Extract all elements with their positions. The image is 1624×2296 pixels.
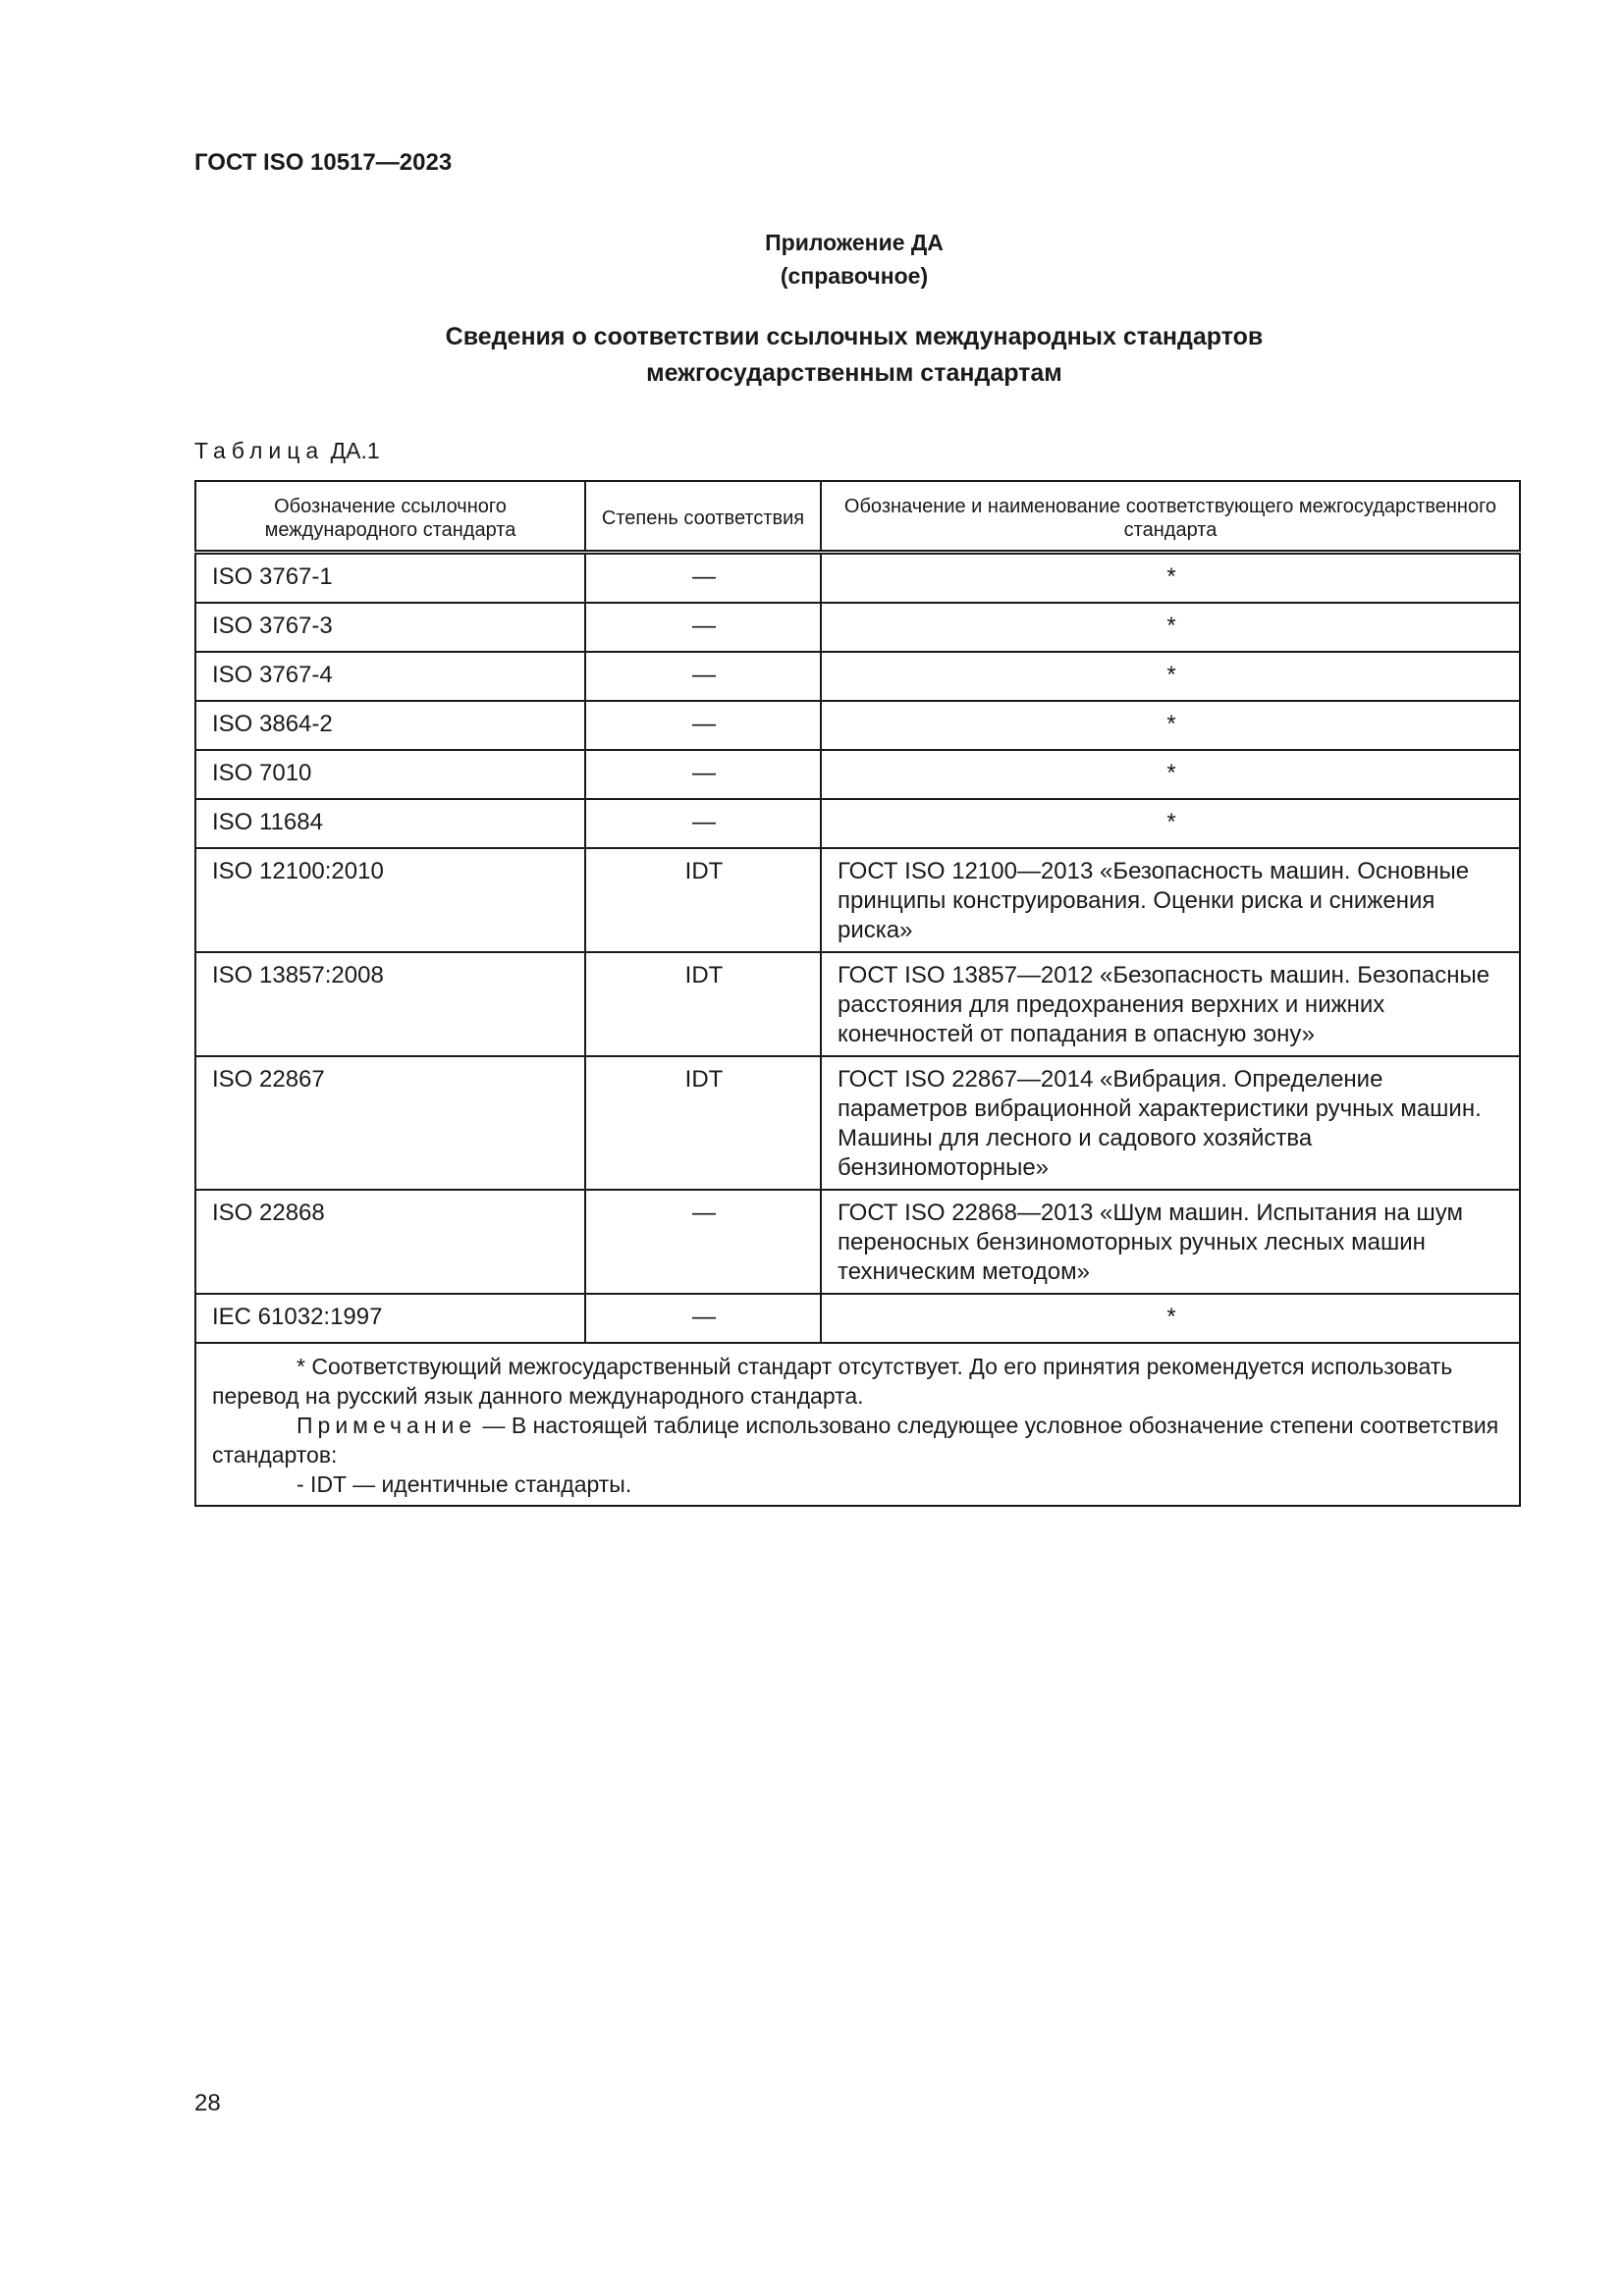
table-caption bbox=[194, 438, 380, 464]
annex-title: Приложение ДА bbox=[765, 230, 944, 255]
cell-degree: — bbox=[585, 553, 821, 604]
document-code: ГОСТ ISO 10517—2023 bbox=[194, 149, 453, 176]
cell-degree: IDT bbox=[585, 952, 821, 1056]
note-text: — В настоящей таблице использовано следующее условное обозначение степени соответствия стандартов: bbox=[212, 1413, 1499, 1468]
cell-intl: ISO 3767-1 bbox=[195, 553, 585, 604]
table-row bbox=[195, 603, 1520, 652]
table-row bbox=[195, 701, 1520, 750]
table-row bbox=[195, 1056, 1520, 1190]
section-title-line2: межгосударственным стандартам bbox=[646, 359, 1062, 387]
annex-heading bbox=[0, 226, 1624, 293]
cell-gost: * bbox=[821, 799, 1520, 848]
header-degree: Степень соответствия bbox=[585, 481, 821, 553]
cell-gost: ГОСТ ISO 22867—2014 «Вибрация. Определение параметров вибрационной характеристики ручных машин. Машины для лесного и садового хозяйства бензиномоторные» bbox=[821, 1056, 1520, 1190]
table-row bbox=[195, 553, 1520, 604]
cell-intl: IEC 61032:1997 bbox=[195, 1294, 585, 1343]
table-row bbox=[195, 848, 1520, 952]
cell-degree: — bbox=[585, 701, 821, 750]
header-gost-standard: Обозначение и наименование соответствующего межгосударственного стандарта bbox=[821, 481, 1520, 553]
cell-gost: * bbox=[821, 603, 1520, 652]
annex-type: (справочное) bbox=[780, 263, 929, 289]
cell-degree: — bbox=[585, 1190, 821, 1294]
cell-degree: — bbox=[585, 652, 821, 701]
cell-intl: ISO 3864-2 bbox=[195, 701, 585, 750]
table-row bbox=[195, 1190, 1520, 1294]
table-caption-number: ДА.1 bbox=[330, 438, 380, 463]
cell-intl: ISO 22868 bbox=[195, 1190, 585, 1294]
note-item: - IDT — идентичные стандарты. bbox=[297, 1471, 632, 1497]
table-row bbox=[195, 952, 1520, 1056]
cell-gost: * bbox=[821, 750, 1520, 799]
cell-gost: * bbox=[821, 652, 1520, 701]
cell-degree: — bbox=[585, 750, 821, 799]
correspondence-table bbox=[194, 480, 1521, 1507]
cell-gost: ГОСТ ISO 13857—2012 «Безопасность машин. Безопасные расстояния для предохранения верхних и нижних конечностей от попадания в опасную зону» bbox=[821, 952, 1520, 1056]
cell-degree: — bbox=[585, 603, 821, 652]
cell-gost: * bbox=[821, 701, 1520, 750]
table-row bbox=[195, 799, 1520, 848]
table-row bbox=[195, 750, 1520, 799]
cell-intl: ISO 7010 bbox=[195, 750, 585, 799]
cell-intl: ISO 11684 bbox=[195, 799, 585, 848]
table-row bbox=[195, 1294, 1520, 1343]
cell-degree: — bbox=[585, 799, 821, 848]
cell-gost: ГОСТ ISO 12100—2013 «Безопасность машин. Основные принципы конструирования. Оценки риска и снижения риска» bbox=[821, 848, 1520, 952]
table-header-row bbox=[195, 481, 1520, 553]
section-title bbox=[0, 319, 1624, 392]
cell-intl: ISO 22867 bbox=[195, 1056, 585, 1190]
cell-gost: * bbox=[821, 553, 1520, 604]
cell-gost: * bbox=[821, 1294, 1520, 1343]
cell-gost: ГОСТ ISO 22868—2013 «Шум машин. Испытания на шум переносных бензиномоторных ручных лесных машин техническим методом» bbox=[821, 1190, 1520, 1294]
header-intl-standard: Обозначение ссылочного международного стандарта bbox=[195, 481, 585, 553]
cell-intl: ISO 3767-4 bbox=[195, 652, 585, 701]
table-row bbox=[195, 652, 1520, 701]
section-title-line1: Сведения о соответствии ссылочных международных стандартов bbox=[445, 323, 1264, 350]
cell-intl: ISO 3767-3 bbox=[195, 603, 585, 652]
note-label: Примечание bbox=[297, 1413, 477, 1438]
table-caption-word: Таблица bbox=[194, 438, 325, 463]
cell-intl: ISO 12100:2010 bbox=[195, 848, 585, 952]
table-notes bbox=[195, 1343, 1520, 1506]
cell-degree: — bbox=[585, 1294, 821, 1343]
table-notes-row bbox=[195, 1343, 1520, 1506]
cell-intl: ISO 13857:2008 bbox=[195, 952, 585, 1056]
table-footnote: * Соответствующий межгосударственный стандарт отсутствует. До его принятия рекомендуется использовать перевод на русский язык данного международного стандарта. bbox=[212, 1354, 1453, 1409]
cell-degree: IDT bbox=[585, 1056, 821, 1190]
cell-degree: IDT bbox=[585, 848, 821, 952]
table-note bbox=[212, 1411, 1505, 1469]
page-number: 28 bbox=[194, 2090, 221, 2116]
